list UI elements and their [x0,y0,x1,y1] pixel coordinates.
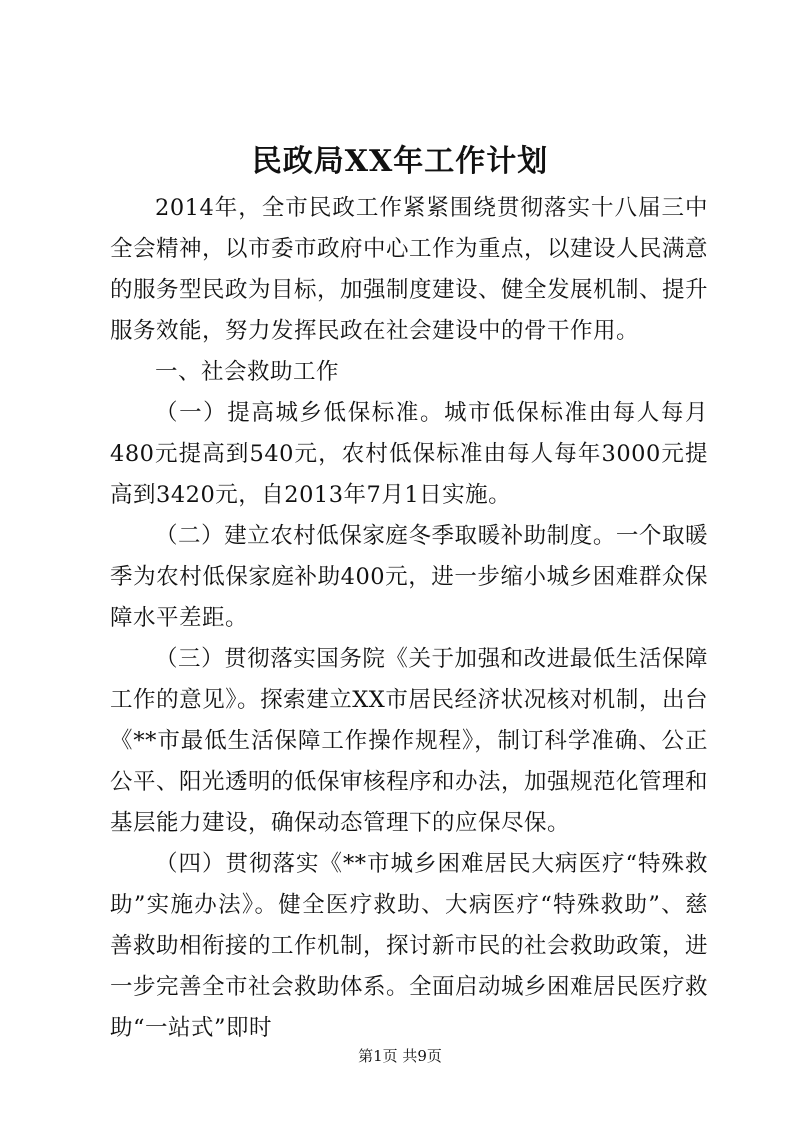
document-title: 民政局XX年工作计划 [251,144,549,179]
item-paragraph-1: （一）提高城乡低保标准。城市低保标准由每人每月480元提高到540元，农村低保标准由每人每年3000元提高到3420元，自2013年7月1日实施。 [110,400,708,508]
section-heading-social-assistance: 一、社会救助工作 [155,359,340,385]
item-paragraph-4: （四）贯彻落实《**市城乡困难居民大病医疗“特殊救助”实施办法》。健全医疗救助、大病医疗“特殊救助”、慈善救助相衔接的工作机制，探讨新市民的社会救助政策，进一步完善全市社会救助体系。全面启动城乡困难居民医疗救助“一站式”即时 [110,851,709,1041]
intro-paragraph: 2014年，全市民政工作紧紧围绕贯彻落实十八届三中全会精神，以市委市政府中心工作为重点，以建设人民满意的服务型民政为目标，加强制度建设、健全发展机制、提升服务效能，努力发挥民政在社会建设中的骨干作用。 [110,195,709,344]
document-body [110,188,708,1049]
item-paragraph-3: （三）贯彻落实国务院《关于加强和改进最低生活保障工作的意见》。探索建立XX市居民经济状况核对机制，出台《**市最低生活保障工作操作规程》，制订科学准确、公正公平、阳光透明的低保审核程序和办法，加强规范化管理和基层能力建设，确保动态管理下的应保尽保。 [110,646,709,836]
page-footer: 第1页 共9页 [358,1047,442,1065]
item-paragraph-2: （二）建立农村低保家庭冬季取暖补助制度。一个取暖季为农村低保家庭补助400元，进一步缩小城乡困难群众保障水平差距。 [110,523,708,631]
